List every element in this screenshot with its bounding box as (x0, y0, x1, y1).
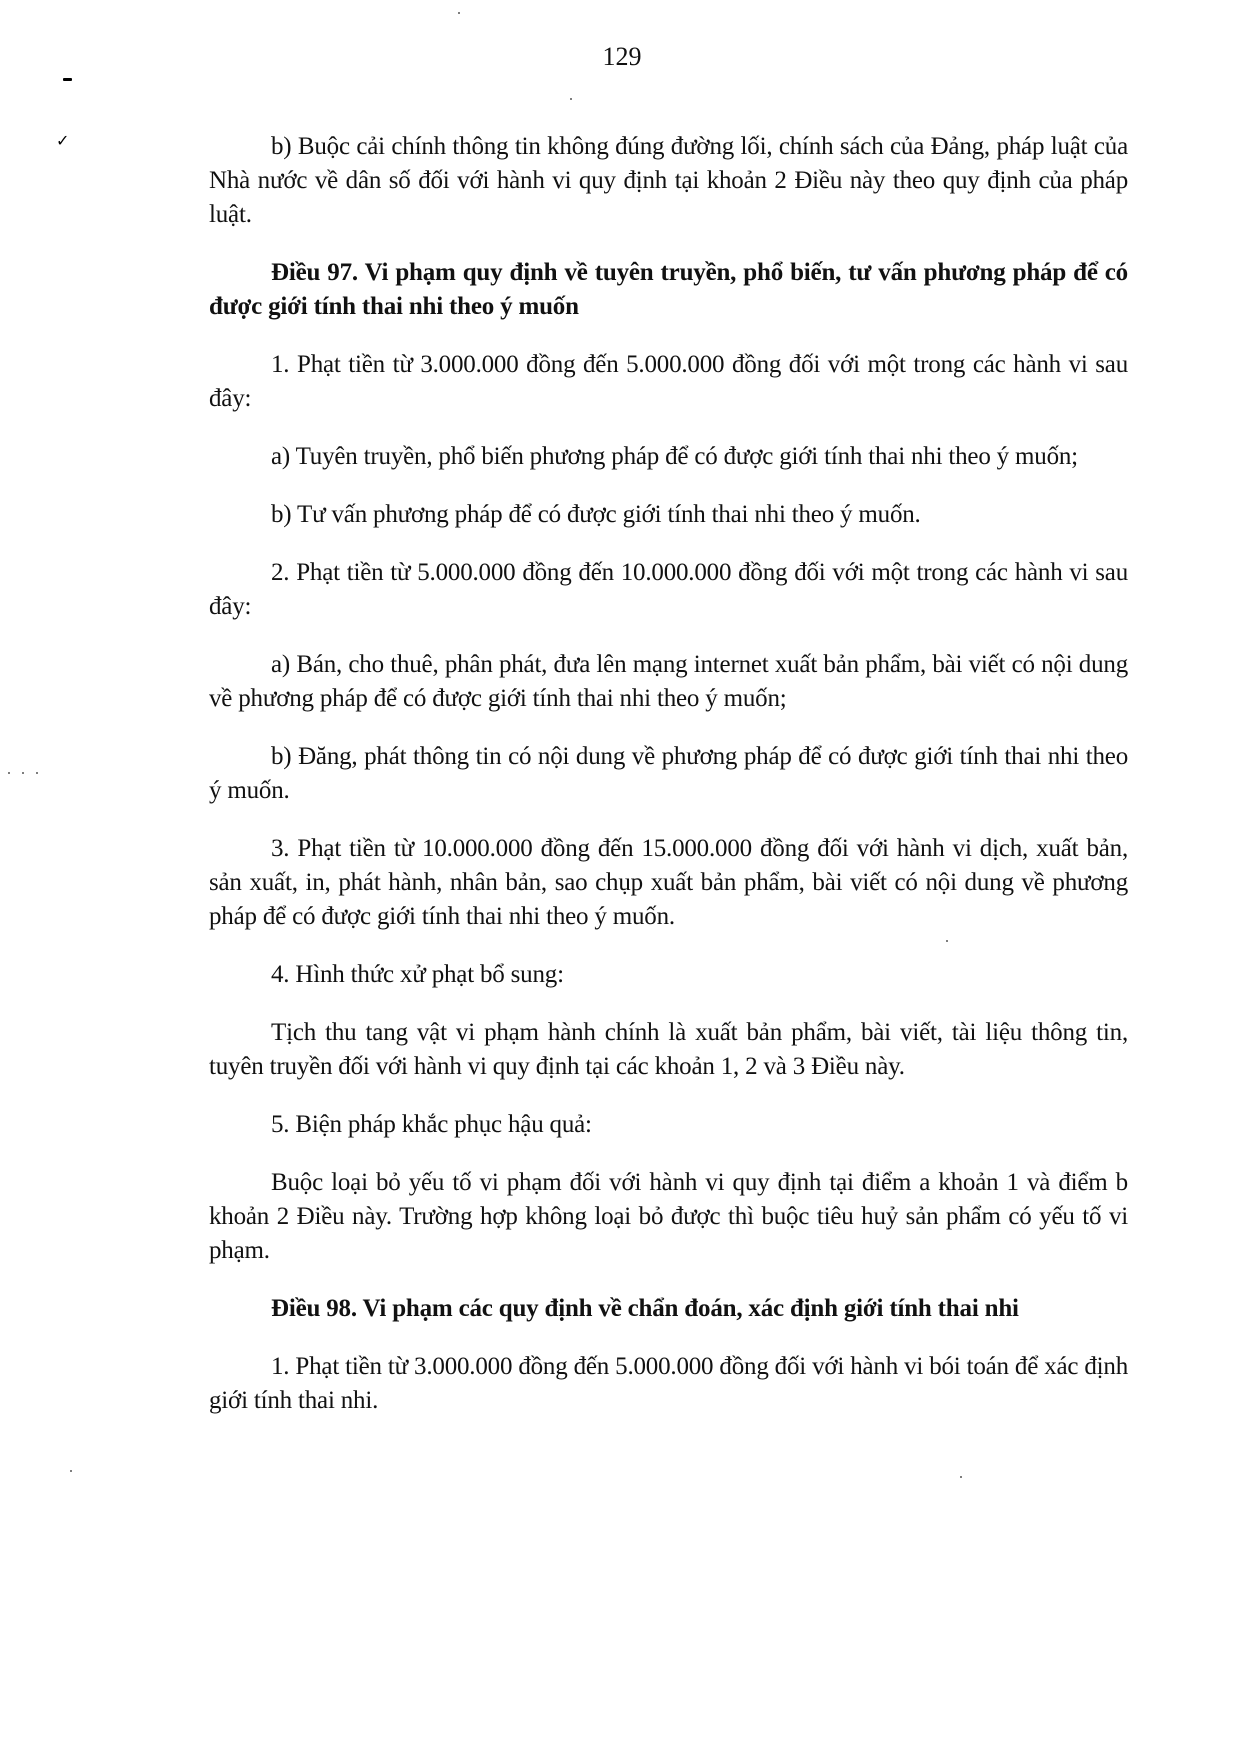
scan-mark-tilde (63, 78, 72, 81)
paragraph-clause-2a: a) Bán, cho thuê, phân phát, đưa lên mạng internet xuất bản phẩm, bài viết có nội dung về phương pháp để có được giới tính thai nhi theo ý muốn; (209, 651, 1128, 712)
paragraph-clause-4-detail: Tịch thu tang vật vi phạm hành chính là xuất bản phẩm, bài viết, tài liệu thông tin, tuyên truyền đối với hành vi quy định tại các khoản 1, 2 và 3 Điều này. (209, 1019, 1128, 1080)
check-mark-icon: ✓ (56, 131, 70, 150)
scan-speck (960, 1476, 962, 1478)
heading-article-98: Điều 98. Vi phạm các quy định về chẩn đoán, xác định giới tính thai nhi (271, 1295, 1019, 1322)
paragraph-clause-3: 3. Phạt tiền từ 10.000.000 đồng đến 15.000.000 đồng đối với hành vi dịch, xuất bản, sản xuất, in, phát hành, nhân bản, sao chụp xuất bản phẩm, bài viết có nội dung về phương pháp để có được giới tính thai nhi theo ý muốn. (209, 835, 1128, 930)
paragraph-article96-remedy-b: b) Buộc cải chính thông tin không đúng đường lối, chính sách của Đảng, pháp luật của Nhà nước về dân số đối với hành vi quy định tại khoản 2 Điều này theo quy định của pháp luật. (209, 133, 1128, 228)
paragraph-clause-1: 1. Phạt tiền từ 3.000.000 đồng đến 5.000.000 đồng đối với một trong các hành vi sau đây: (209, 351, 1128, 412)
heading-article-97: Điều 97. Vi phạm quy định về tuyên truyền, phổ biến, tư vấn phương pháp để có được giới tính thai nhi theo ý muốn (209, 259, 1128, 320)
paragraph-clause-5-detail: Buộc loại bỏ yếu tố vi phạm đối với hành vi quy định tại điểm a khoản 1 và điểm b khoản 2 Điều này. Trường hợp không loại bỏ được thì buộc tiêu huỷ sản phẩm có yếu tố vi phạm. (209, 1169, 1128, 1264)
scan-speck (70, 1470, 72, 1472)
paragraph-clause-1a: a) Tuyên truyền, phổ biến phương pháp để có được giới tính thai nhi theo ý muốn; (271, 443, 1078, 470)
paragraph-clause-1b: b) Tư vấn phương pháp để có được giới tính thai nhi theo ý muốn. (271, 501, 921, 528)
paragraph-article98-clause-1: 1. Phạt tiền từ 3.000.000 đồng đến 5.000.000 đồng đối với hành vi bói toán để xác định giới tính thai nhi. (209, 1353, 1128, 1414)
paragraph-clause-2: 2. Phạt tiền từ 5.000.000 đồng đến 10.000.000 đồng đối với một trong các hành vi sau đây: (209, 559, 1128, 620)
paragraph-clause-5: 5. Biện pháp khắc phục hậu quả: (271, 1111, 592, 1138)
scan-speck (8, 772, 10, 774)
document-body (209, 130, 1128, 1442)
paragraph-clause-4: 4. Hình thức xử phạt bổ sung: (271, 961, 564, 988)
scan-speck (36, 772, 38, 774)
scan-speck (458, 12, 460, 14)
scan-speck (22, 772, 24, 774)
scan-speck (570, 98, 572, 100)
paragraph-clause-2b: b) Đăng, phát thông tin có nội dung về phương pháp để có được giới tính thai nhi theo ý muốn. (209, 743, 1128, 804)
page-number: 129 (602, 42, 642, 71)
